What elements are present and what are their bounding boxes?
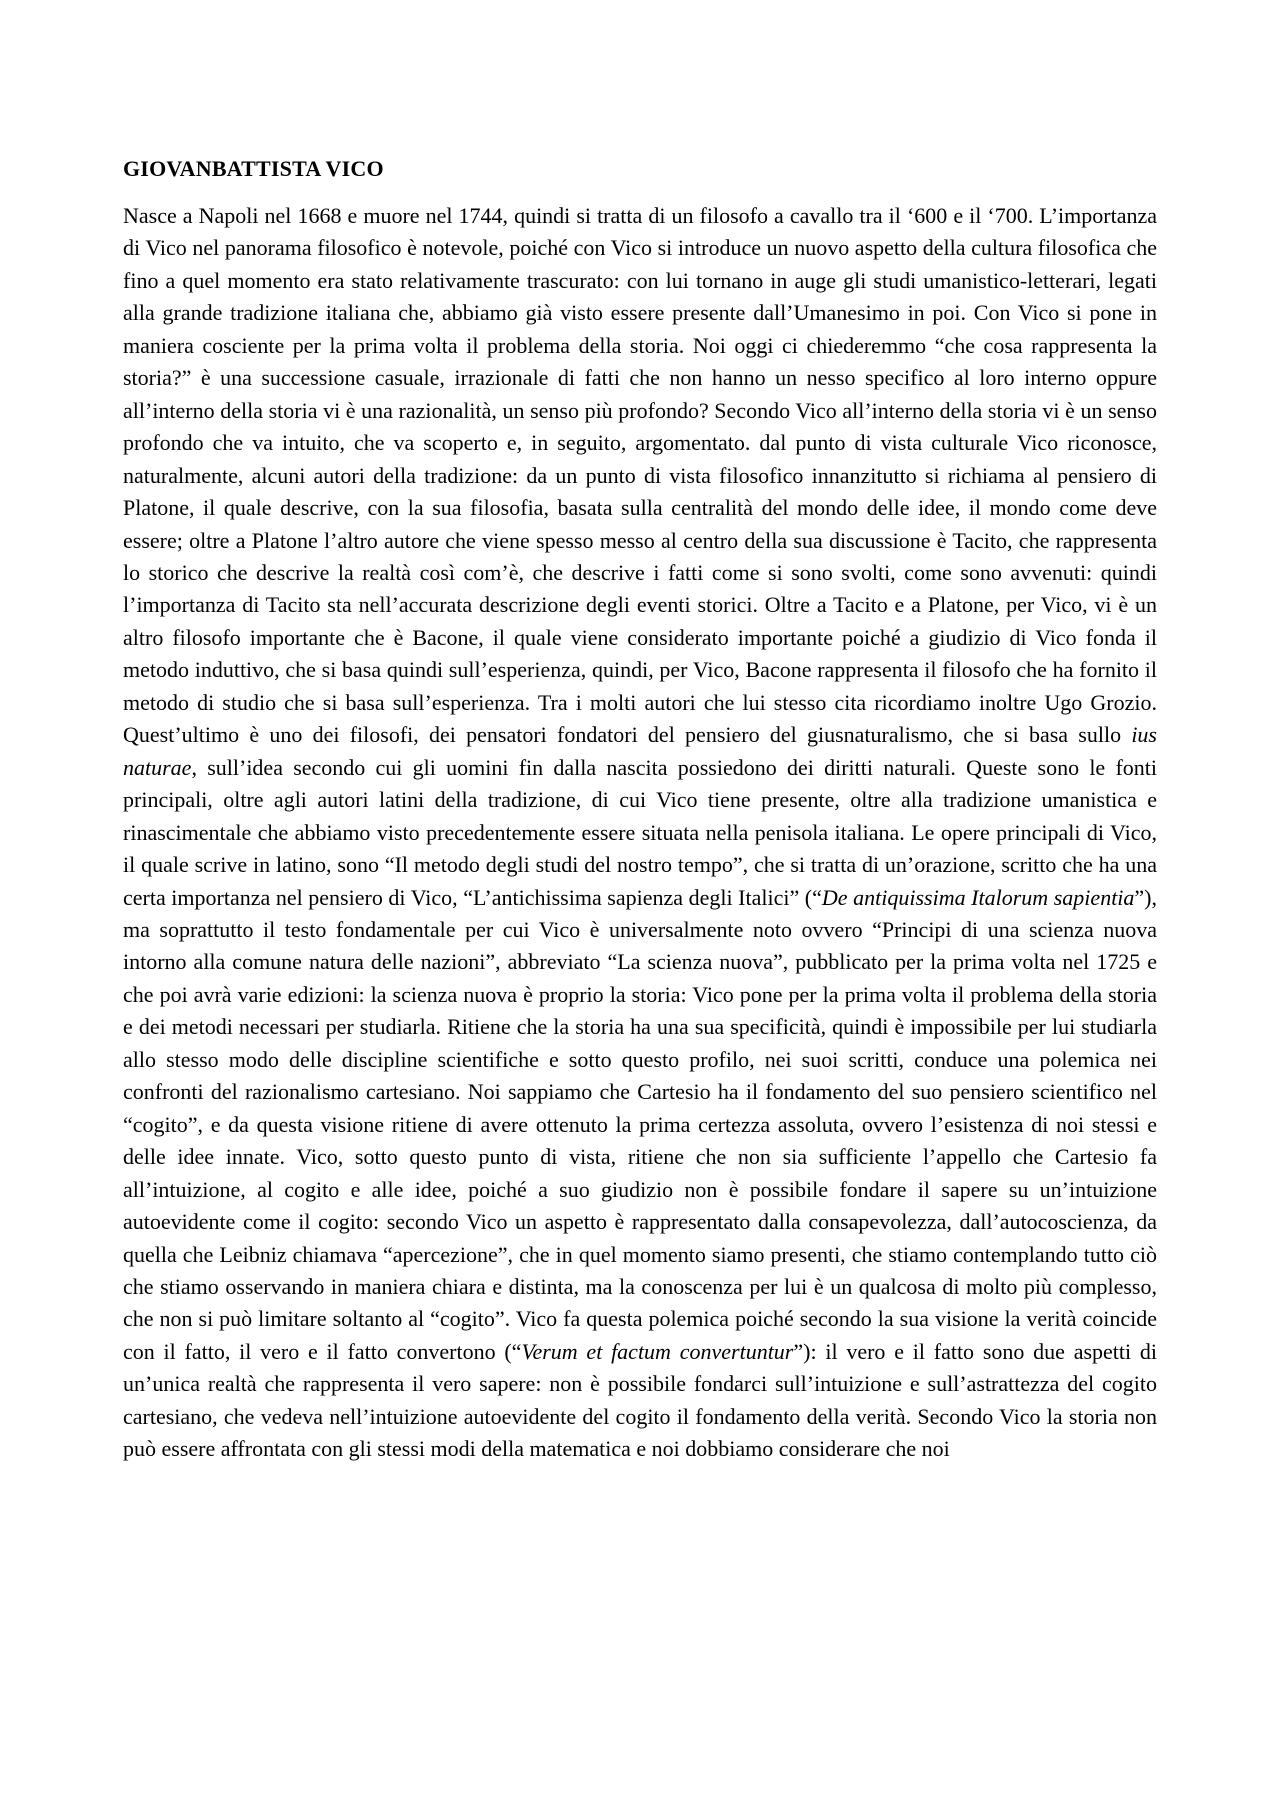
text-run: , sull’idea secondo cui gli uomini fin dalla nascita possiedono dei diritti naturali. Queste sono le fonti principali, oltre agli autori latini della tradizione, di cui Vico tiene presente, oltre alla tradizione umanistica e rinascimentale che abbiamo visto precedentemente essere situata nella penisola italiana. Le opere principali di Vico, il quale scrive in latino, sono “Il metodo degli studi del nostro tempo”, che si tratta di un’orazione, scritto che ha una certa importanza nel pensiero di Vico, “L’antichissima sapienza degli Italici” (“ xyxy=(123,754,1157,910)
italic-quote-verum-et-factum: Verum et factum convertuntur xyxy=(521,1338,794,1364)
italic-term-ius-naturae: ius naturae xyxy=(123,722,1157,780)
text-run: Nasce a Napoli nel 1668 e muore nel 1744, quindi si tratta di un filosofo a cavallo tra il ‘600 e il ‘700. L’importanza di Vico nel panorama filosofico è notevole, poiché con Vico si introduce un nuovo aspetto della cultura filosofica che fino a quel momento era stato relativamente trascurato: con lui tornano in auge gli studi umanistico-letterari, legati alla grande tradizione italiana che, abbiamo già visto essere presente dall’Umanesimo in poi. Con Vico si pone in maniera cosciente per la prima volta il problema della storia. Noi oggi ci chiederemmo “che cosa rappresenta la storia?” è una successione casuale, irrazionale di fatti che non hanno un nesso specifico al loro interno oppure all’interno della storia vi è una razionalità, un senso più profondo? Secondo Vico all’interno della storia vi è un senso profondo che va intuito, che va scoperto e, in seguito, argomentato. dal punto di vista culturale Vico riconosce, naturalmente, alcuni autori della tradizione: da un punto di vista filosofico innanzitutto si richiama al pensiero di Platone, il quale descrive, con la sua filosofia, basata sulla centralità del mondo delle idee, il mondo come deve essere; oltre a Platone l’altro autore che viene spesso messo al centro della sua discussione è Tacito, che rappresenta lo storico che descrive la realtà così com’è, che descrive i fatti come si sono svolti, come sono avvenuti: quindi l’importanza di Tacito sta nell’accurata descrizione degli eventi storici. Oltre a Tacito e a Platone, per Vico, vi è un altro filosofo importante che è Bacone, il quale viene considerato importante poiché a giudizio di Vico fonda il metodo induttivo, che si basa quindi sull’esperienza, quindi, per Vico, Bacone rappresenta il filosofo che ha fornito il metodo di studio che si basa sull’esperienza. Tra i molti autori che lui stesso cita ricordiamo inoltre Ugo Grozio. Quest’ultimo è uno dei filosofi, dei pensatori fondatori del pensiero del giusnaturalismo, che si basa sullo xyxy=(123,203,1157,748)
text-run: ”), ma soprattutto il testo fondamentale per cui Vico è universalmente noto ovvero “Principi di una scienza nuova intorno alla comune natura delle nazioni”, abbreviato “La scienza nuova”, pubblicato per la prima volta nel 1725 e che poi avrà varie edizioni: la scienza nuova è proprio la storia: Vico pone per la prima volta il problema della storia e dei metodi necessari per studiarla. Ritiene che la storia ha una sua specificità, quindi è impossibile per lui studiarla allo stesso modo delle discipline scientifiche e sotto questo profilo, nei suoi scritti, conduce una polemica nei confronti del razionalismo cartesiano. Noi sappiamo che Cartesio ha il fondamento del suo pensiero scientifico nel “cogito”, e da questa visione ritiene di avere ottenuto la prima certezza assoluta, ovvero l’esistenza di noi stessi e delle idee innate. Vico, sotto questo punto di vista, ritiene che non sia sufficiente l’appello che Cartesio fa all’intuizione, al cogito e alle idee, poiché a suo giudizio non è possibile fondare il sapere su un’intuizione autoevidente come il cogito: secondo Vico un aspetto è rappresentato dalla consapevolezza, dall’autocoscienza, da quella che Leibniz chiamava “apercezione”, che in quel momento siamo presenti, che stiamo contemplando tutto ciò che stiamo osservando in maniera chiara e distinta, ma la conoscenza per lui è un qualcosa di molto più complesso, che non si può limitare soltanto al “cogito”. Vico fa questa polemica poiché secondo la sua visione la verità coincide con il fatto, il vero e il fatto convertono (“ xyxy=(123,884,1158,1364)
body-paragraph xyxy=(123,200,1157,1466)
document-title: GIOVANBATTISTA VICO xyxy=(123,156,384,181)
italic-title-de-antiquissima: De antiquissima Italorum sapientia xyxy=(821,884,1135,910)
document-content xyxy=(123,155,1157,1466)
text-run: ”): il vero e il fatto sono due aspetti di un’unica realtà che rappresenta il vero sapere: non è possibile fondarci sull’intuizione e sull’astrattezza del cogito cartesiano, che vedeva nell’intuizione autoevidente del cogito il fondamento della verità. Secondo Vico la storia non può essere affrontata con gli stessi modi della matematica e noi dobbiamo considerare che noi xyxy=(123,1338,1158,1462)
